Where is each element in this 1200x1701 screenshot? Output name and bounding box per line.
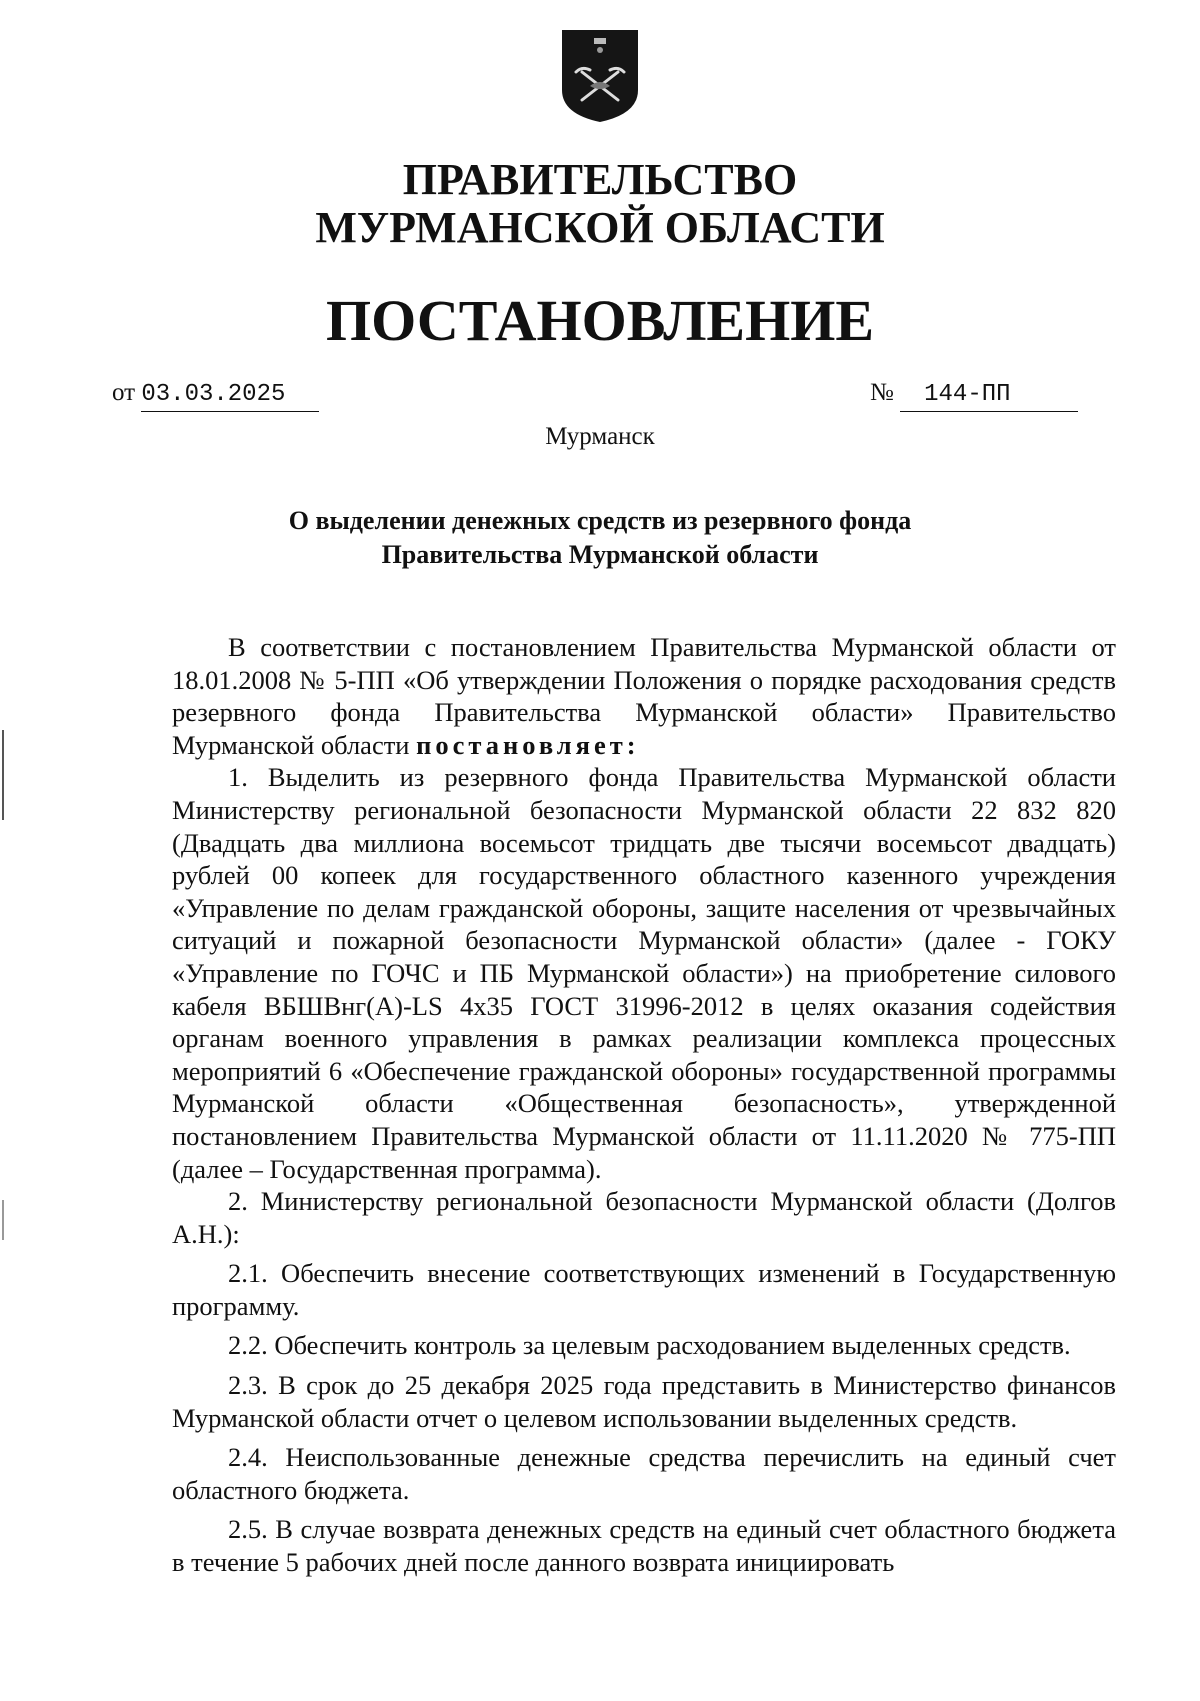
scan-margin-mark <box>2 730 4 820</box>
decree-number <box>870 378 1078 412</box>
paragraph-2-5: 2.5. В случае возврата денежных средств на единый счет областного бюджета в течение 5 рабочих дней после данного возврата инициировать <box>172 1514 1116 1578</box>
number-prefix: № <box>870 379 894 406</box>
murmansk-coat-of-arms-icon <box>560 28 640 124</box>
government-title-line1: ПРАВИТЕЛЬСТВО <box>402 155 798 204</box>
number-value: 144-ПП <box>900 380 1078 412</box>
city: Мурманск <box>545 423 655 450</box>
paragraph-2-3: 2.3. В срок до 25 декабря 2025 года представить в Министерство финансов Мурманской области отчет о целевом использовании выделенных средств. <box>172 1370 1116 1433</box>
paragraph-2-2: 2.2. Обеспечить контроль за целевым расходованием выделенных средств. <box>228 1330 1071 1361</box>
scan-margin-mark <box>2 1200 4 1240</box>
subject-line2: Правительства Мурманской области <box>381 540 819 569</box>
paragraph-2-1: 2.1. Обеспечить внесение соответствующих изменений в Государственную программу. <box>172 1258 1116 1321</box>
preamble-text: В соответствии с постановлением Правительства Мурманской области от 18.01.2008 № 5-ПП «Об утверждении Положения о порядке расходования средств резервного фонда Правительства Мурманской области» Правительство Мурманской области <box>172 632 1116 760</box>
date-value: 03.03.2025 <box>141 380 319 412</box>
document-type: ПОСТАНОВЛЕНИЕ <box>325 288 875 353</box>
date-prefix: от <box>112 379 136 406</box>
government-title-line2: МУРМАНСКОЙ ОБЛАСТИ <box>315 203 885 252</box>
decree-subject <box>0 504 1200 572</box>
decree-body <box>172 631 1116 1579</box>
paragraph-2: 2. Министерству региональной безопасности Мурманской области (Долгов А.Н.): <box>172 1186 1116 1249</box>
preamble-paragraph <box>172 631 1116 761</box>
paragraph-2-4: 2.4. Неиспользованные денежные средства перечислить на единый счет областного бюджета. <box>172 1442 1116 1505</box>
resolves-word: постановляет: <box>416 729 640 760</box>
paragraph-1: 1. Выделить из резервного фонда Правительства Мурманской области Министерству региональной безопасности Мурманской области 22 832 820 (Двадцать два миллиона восемьсот тридцать две тысячи восемьсот двадцать) рублей 00 копеек для государственного областного казенного учреждения «Управление по делам гражданской обороны, защите населения от чрезвычайных ситуаций и пожарной безопасности Мурманской области» (далее - ГОКУ «Управление по ГОЧС и ПБ Мурманской области») на приобретение силового кабеля ВБШВнг(А)-LS 4х35 ГОСТ 31996-2012 в целях оказания содействия органам военного управления в рамках реализации комплекса процессных мероприятий 6 «Обеспечение гражданской обороны» государственной программы Мурманской области «Общественная безопасность», утвержденной постановлением Правительства Мурманской области от 11.11.2020 № 775-ПП (далее – Государственная программа). <box>172 762 1116 1184</box>
subject-line1: О выделении денежных средств из резервного фонда <box>288 506 912 535</box>
decree-date <box>112 378 319 412</box>
